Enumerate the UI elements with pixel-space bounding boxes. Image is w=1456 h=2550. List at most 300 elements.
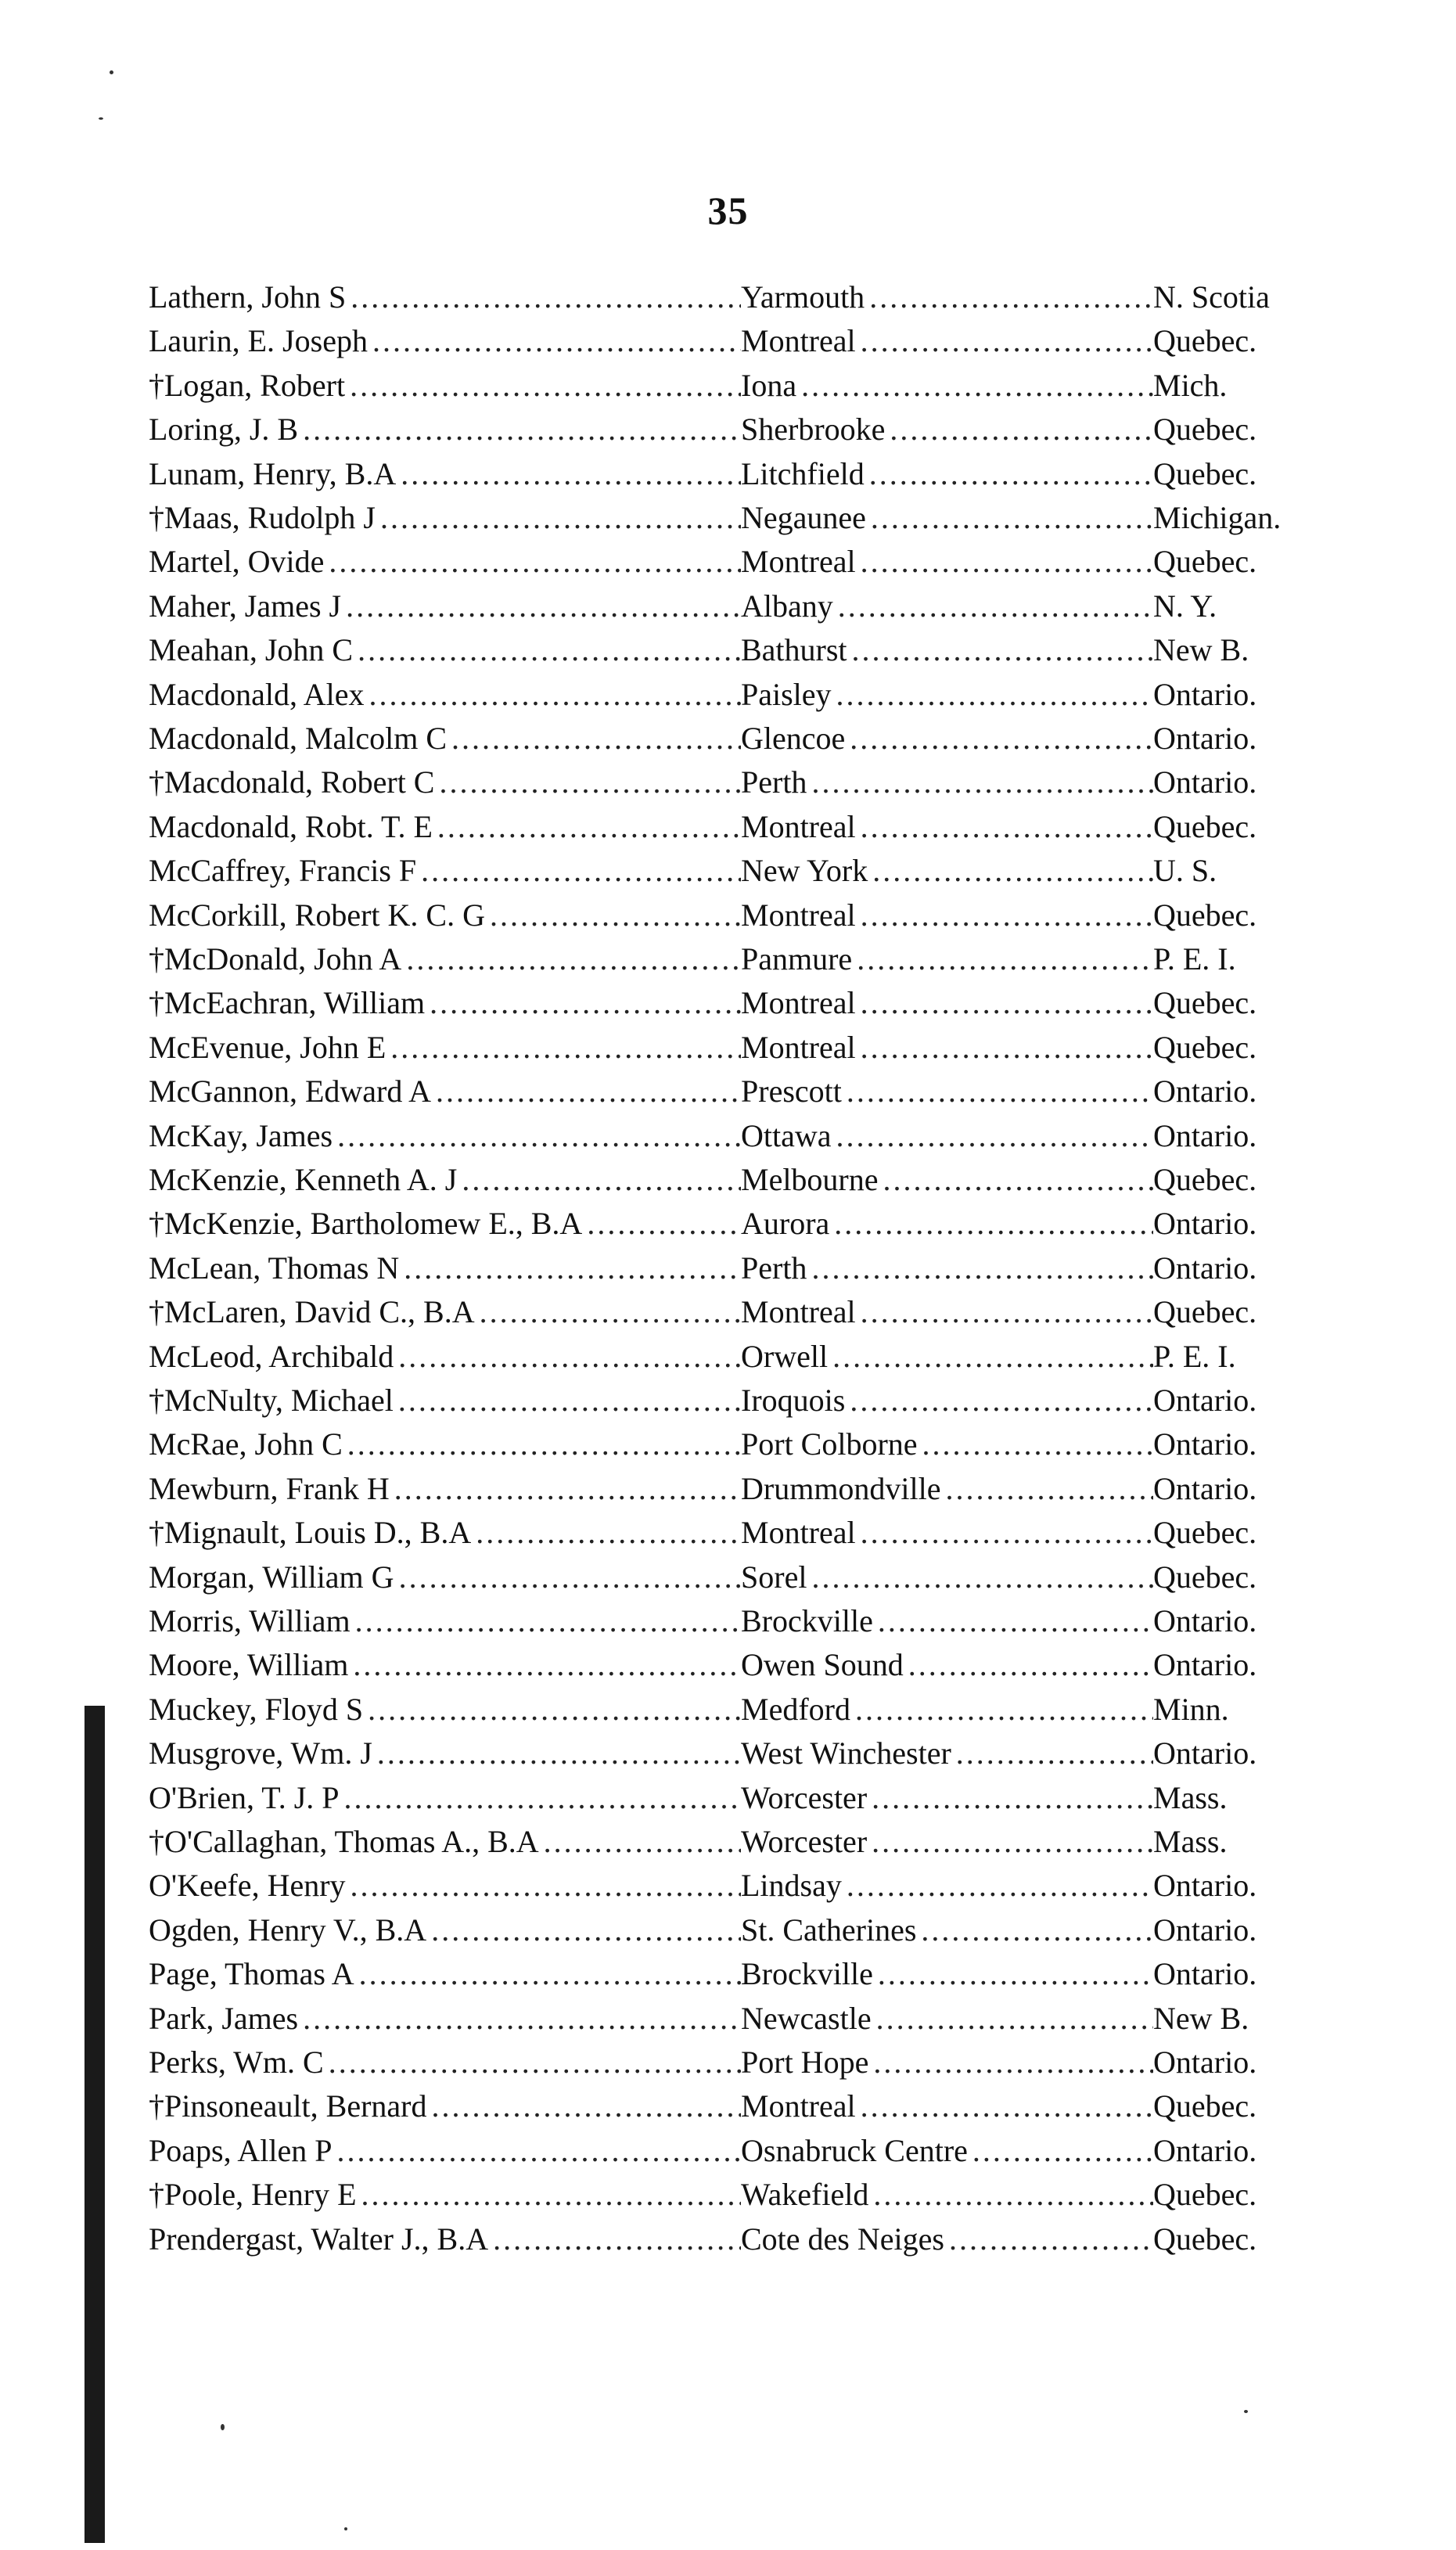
entry-name-text: Park, James	[149, 2000, 299, 2036]
dot-leader	[368, 319, 741, 363]
dot-leader	[396, 452, 741, 496]
entry-province	[1153, 496, 1325, 540]
entry-name-text: Musgrove, Wm. J	[149, 1735, 372, 1771]
entry-name-text: Ogden, Henry V., B.A	[149, 1912, 427, 1948]
entry-name	[149, 584, 741, 628]
entry-name-text: Macdonald, Robt. T. E	[149, 808, 433, 844]
dot-leader	[866, 496, 1153, 540]
entry-town	[741, 1335, 1153, 1379]
entry-town-text: Wakefield	[741, 2177, 869, 2213]
dot-leader	[485, 894, 741, 937]
entry-town-text: Medford	[741, 1691, 850, 1727]
entry-name	[149, 408, 741, 451]
dot-leader	[944, 2217, 1153, 2261]
entry-name	[149, 1158, 741, 1202]
entry-province-text: Quebec.	[1153, 2177, 1257, 2213]
dot-leader	[582, 1202, 741, 1246]
dot-leader	[431, 1070, 741, 1113]
entry-name	[149, 1643, 741, 1687]
entry-province-text: Ontario.	[1153, 1735, 1257, 1771]
entry-name-text: †Mignault, Louis D., B.A	[149, 1515, 472, 1551]
list-item	[0, 1997, 1456, 2041]
list-item	[0, 408, 1456, 451]
entry-town-text: Montreal	[741, 323, 856, 359]
dot-leader	[539, 1820, 741, 1864]
entry-town-text: Aurora	[741, 1206, 830, 1242]
entry-province-text: Ontario.	[1153, 721, 1257, 756]
entry-name	[149, 717, 741, 761]
entry-town	[741, 717, 1153, 761]
entry-province-text: Quebec.	[1153, 1029, 1257, 1065]
page-speck	[1244, 2410, 1248, 2413]
entry-name-text: Morgan, William G	[149, 1559, 394, 1595]
entry-province	[1153, 540, 1325, 584]
entry-province-text: Ontario.	[1153, 1250, 1257, 1286]
dot-leader	[332, 2129, 741, 2173]
entry-name-text: †McKenzie, Bartholomew E., B.A	[149, 1206, 583, 1242]
entry-name	[149, 937, 741, 981]
entry-town	[741, 1511, 1153, 1555]
entry-province	[1153, 717, 1325, 761]
dot-leader	[852, 937, 1153, 981]
entry-province-text: Ontario.	[1153, 1117, 1257, 1153]
list-item	[0, 1688, 1456, 1732]
entry-province-text: Quebec.	[1153, 1162, 1257, 1197]
entry-town-text: Sorel	[741, 1559, 807, 1595]
list-item	[0, 1511, 1456, 1555]
dot-leader	[847, 628, 1153, 672]
entry-province	[1153, 894, 1325, 937]
dot-leader	[796, 364, 1153, 408]
entry-name	[149, 452, 741, 496]
list-item	[0, 1026, 1456, 1070]
entry-province-text: Quebec.	[1153, 544, 1257, 580]
entry-province	[1153, 1246, 1325, 1290]
entry-province	[1153, 673, 1325, 717]
entry-town	[741, 1908, 1153, 1952]
entry-province-text: P. E. I.	[1153, 941, 1236, 976]
entry-province-text: New B.	[1153, 632, 1249, 668]
entry-province-text: Ontario.	[1153, 1074, 1257, 1110]
entry-province	[1153, 1158, 1325, 1202]
entry-name-text: †Logan, Robert	[149, 367, 346, 403]
entry-province	[1153, 1776, 1325, 1820]
entry-name	[149, 1732, 741, 1775]
entry-town	[741, 275, 1153, 319]
entry-name	[149, 1864, 741, 1908]
entry-province	[1153, 408, 1325, 451]
entry-province	[1153, 1599, 1325, 1643]
entry-town-text: Drummondville	[741, 1470, 941, 1506]
entry-town-text: Iroquois	[741, 1383, 846, 1418]
entry-province	[1153, 2173, 1325, 2217]
entry-town-text: Litchfield	[741, 455, 865, 491]
entry-name-text: McGannon, Edward A	[149, 1074, 432, 1110]
entry-name-text: McRae, John C	[149, 1426, 343, 1462]
entry-province-text: Mass.	[1153, 1824, 1228, 1859]
list-item	[0, 1732, 1456, 1775]
dot-leader	[425, 981, 741, 1025]
entry-town-text: Montreal	[741, 808, 856, 844]
dot-leader	[345, 364, 741, 408]
entry-name-text: †Maas, Rudolph J	[149, 500, 376, 535]
entry-province	[1153, 2084, 1325, 2128]
dot-leader	[298, 408, 741, 451]
entry-province-text: Quebec.	[1153, 897, 1257, 933]
list-item	[0, 1776, 1456, 1820]
dot-leader	[867, 1820, 1153, 1864]
dot-leader	[856, 2084, 1153, 2128]
entry-town-text: Brockville	[741, 1956, 873, 1992]
entry-town-text: Montreal	[741, 1294, 856, 1330]
entry-name-text: McLeod, Archibald	[149, 1338, 394, 1374]
list-item	[0, 1556, 1456, 1599]
entry-town	[741, 1997, 1153, 2041]
entry-province	[1153, 2041, 1325, 2084]
list-item	[0, 452, 1456, 496]
entry-town-text: Worcester	[741, 1779, 868, 1815]
dot-leader	[475, 1290, 741, 1334]
entry-town-text: New York	[741, 853, 868, 889]
entry-province	[1153, 275, 1325, 319]
entry-town	[741, 1026, 1153, 1070]
entry-province-text: Michigan.	[1153, 500, 1282, 535]
dot-leader	[856, 981, 1153, 1025]
entry-town-text: Prescott	[741, 1074, 842, 1110]
entry-town	[741, 584, 1153, 628]
dot-leader	[916, 1908, 1153, 1952]
entry-province-text: N. Scotia	[1153, 279, 1270, 315]
entry-town	[741, 1643, 1153, 1687]
entry-town	[741, 981, 1153, 1025]
entry-town-text: Montreal	[741, 2088, 856, 2124]
entry-province	[1153, 1379, 1325, 1422]
entry-town	[741, 1422, 1153, 1466]
entry-name-text: Maher, James J	[149, 588, 342, 624]
entry-name	[149, 540, 741, 584]
entry-province	[1153, 1467, 1325, 1511]
entry-province-text: Quebec.	[1153, 2088, 1257, 2124]
entry-name-text: Page, Thomas A	[149, 1956, 354, 1992]
dot-leader	[807, 761, 1153, 804]
list-item	[0, 496, 1456, 540]
entry-town-text: Montreal	[741, 1029, 856, 1065]
entry-town-text: Panmure	[741, 941, 853, 976]
entry-name	[149, 761, 741, 804]
entry-name-text: McKay, James	[149, 1117, 333, 1153]
entry-province-text: Ontario.	[1153, 1383, 1257, 1418]
dot-leader	[868, 2041, 1153, 2084]
page-number: 35	[707, 189, 749, 232]
dot-leader	[842, 1864, 1153, 1908]
list-item	[0, 275, 1456, 319]
entry-town	[741, 2084, 1153, 2128]
entry-name	[149, 1952, 741, 1996]
entry-name	[149, 628, 741, 672]
list-item	[0, 894, 1456, 937]
list-item	[0, 2173, 1456, 2217]
list-item	[0, 1202, 1456, 1246]
dot-leader	[872, 1997, 1153, 2041]
dot-leader	[447, 717, 741, 761]
entry-town-text: Montreal	[741, 985, 856, 1021]
entry-town-text: Worcester	[741, 1824, 868, 1859]
dot-leader	[873, 1952, 1153, 1996]
dot-leader	[433, 805, 741, 849]
entry-province-text: Quebec.	[1153, 412, 1257, 448]
dot-leader	[951, 1732, 1153, 1775]
entry-province	[1153, 1732, 1325, 1775]
dot-leader	[426, 1908, 741, 1952]
entry-province-text: Ontario.	[1153, 764, 1257, 800]
entry-name	[149, 2217, 741, 2261]
entry-province	[1153, 1114, 1325, 1158]
dot-leader	[427, 2084, 742, 2128]
page-speck	[99, 117, 103, 120]
entry-name-text: Loring, J. B	[149, 412, 299, 448]
entry-town-text: Port Colborne	[741, 1426, 918, 1462]
list-item	[0, 2217, 1456, 2261]
entry-province-text: Ontario.	[1153, 676, 1257, 712]
list-item	[0, 1379, 1456, 1422]
entry-town	[741, 937, 1153, 981]
entry-town	[741, 1556, 1153, 1599]
dot-leader	[457, 1158, 741, 1202]
entry-province-text: Ontario.	[1153, 2132, 1257, 2168]
dot-leader	[865, 452, 1153, 496]
entry-name	[149, 1599, 741, 1643]
page-speck	[344, 2527, 347, 2530]
entry-town	[741, 1070, 1153, 1113]
entry-province-text: Ontario.	[1153, 2045, 1257, 2080]
entry-town	[741, 1379, 1153, 1422]
entry-town	[741, 2041, 1153, 2084]
entry-name-text: Perks, Wm. C	[149, 2045, 324, 2080]
entry-province-text: Ontario.	[1153, 1603, 1257, 1638]
dot-leader	[341, 584, 741, 628]
entry-town-text: Owen Sound	[741, 1647, 904, 1683]
entry-province	[1153, 981, 1325, 1025]
entry-name-text: Macdonald, Malcolm C	[149, 721, 448, 756]
entry-name	[149, 319, 741, 363]
list-item	[0, 1290, 1456, 1334]
entry-province-text: Ontario.	[1153, 1956, 1257, 1992]
entry-province	[1153, 1511, 1325, 1555]
entry-name	[149, 1908, 741, 1952]
list-item	[0, 1820, 1456, 1864]
entry-province-text: Ontario.	[1153, 1912, 1257, 1948]
list-item	[0, 849, 1456, 893]
list-item	[0, 1952, 1456, 1996]
entry-town	[741, 1688, 1153, 1732]
entry-town-text: Glencoe	[741, 721, 846, 756]
dot-leader	[353, 628, 741, 672]
entry-name-text: O'Brien, T. J. P	[149, 1779, 340, 1815]
entry-name-text: Moore, William	[149, 1647, 349, 1683]
dot-leader	[394, 1556, 741, 1599]
list-item	[0, 673, 1456, 717]
entry-province	[1153, 2129, 1325, 2173]
entry-province	[1153, 319, 1325, 363]
list-item	[0, 1070, 1456, 1113]
entry-town	[741, 1952, 1153, 1996]
dot-leader	[435, 761, 742, 804]
entry-name	[149, 1556, 741, 1599]
entry-name	[149, 805, 741, 849]
dot-leader	[401, 937, 741, 981]
list-item	[0, 1335, 1456, 1379]
dot-leader	[867, 1776, 1153, 1820]
entry-province	[1153, 628, 1325, 672]
dot-leader	[845, 717, 1153, 761]
dot-leader	[856, 540, 1153, 584]
dot-leader	[832, 1114, 1153, 1158]
dot-leader	[868, 849, 1153, 893]
entry-name	[149, 981, 741, 1025]
entry-town	[741, 673, 1153, 717]
entry-name-text: Morris, William	[149, 1603, 351, 1638]
dot-leader	[346, 1864, 741, 1908]
dot-leader	[354, 1952, 741, 1996]
entry-province-text: Quebec.	[1153, 455, 1257, 491]
entry-province-text: Quebec.	[1153, 1294, 1257, 1330]
entry-name-text: Prendergast, Walter J., B.A	[149, 2221, 489, 2257]
dot-leader	[363, 1688, 741, 1732]
entry-town	[741, 364, 1153, 408]
dot-leader	[868, 2173, 1153, 2217]
entry-town-text: St. Catherines	[741, 1912, 917, 1948]
dot-leader	[343, 1422, 741, 1466]
entry-town-text: Sherbrooke	[741, 412, 886, 448]
dot-leader	[372, 1732, 741, 1775]
list-item	[0, 1599, 1456, 1643]
dot-leader	[324, 540, 741, 584]
entry-name	[149, 1379, 741, 1422]
entry-name-text: McKenzie, Kenneth A. J	[149, 1162, 458, 1197]
dot-leader	[856, 1511, 1153, 1555]
entry-province	[1153, 1026, 1325, 1070]
dot-leader	[394, 1335, 741, 1379]
entry-town	[741, 1246, 1153, 1290]
entry-province	[1153, 1820, 1325, 1864]
dot-leader	[471, 1511, 741, 1555]
dot-leader	[390, 1467, 741, 1511]
dot-leader	[807, 1246, 1153, 1290]
entry-province	[1153, 1070, 1325, 1113]
dot-leader	[865, 275, 1153, 319]
entry-name-text: Lunam, Henry, B.A	[149, 455, 397, 491]
list-item	[0, 2084, 1456, 2128]
dot-leader	[829, 1202, 1153, 1246]
entry-town-text: Montreal	[741, 897, 856, 933]
entry-town-text: Port Hope	[741, 2045, 869, 2080]
entry-province	[1153, 1422, 1325, 1466]
entry-town	[741, 805, 1153, 849]
entry-name	[149, 275, 741, 319]
entry-province	[1153, 849, 1325, 893]
entry-province-text: Ontario.	[1153, 1426, 1257, 1462]
dot-leader	[873, 1599, 1153, 1643]
dot-leader	[376, 496, 741, 540]
entry-province-text: Quebec.	[1153, 985, 1257, 1021]
dot-leader	[833, 584, 1153, 628]
entry-name-text: Muckey, Floyd S	[149, 1691, 364, 1727]
list-item	[0, 1643, 1456, 1687]
dot-leader	[828, 1335, 1153, 1379]
entry-name	[149, 1511, 741, 1555]
entry-name	[149, 1026, 741, 1070]
entry-town	[741, 2217, 1153, 2261]
entry-province-text: P. E. I.	[1153, 1338, 1236, 1374]
dot-leader	[340, 1776, 741, 1820]
entry-province	[1153, 1556, 1325, 1599]
entry-name-text: McCaffrey, Francis F	[149, 853, 417, 889]
dot-leader	[348, 1643, 741, 1687]
list-item	[0, 364, 1456, 408]
entry-province	[1153, 1688, 1325, 1732]
entry-name	[149, 894, 741, 937]
entry-name	[149, 1820, 741, 1864]
list-item	[0, 937, 1456, 981]
entry-name	[149, 1776, 741, 1820]
entry-town-text: West Winchester	[741, 1735, 951, 1771]
entry-name	[149, 2041, 741, 2084]
dot-leader	[488, 2217, 741, 2261]
entry-town-text: Negaunee	[741, 500, 866, 535]
entry-town-text: Osnabruck Centre	[741, 2132, 968, 2168]
entry-town	[741, 408, 1153, 451]
entry-province	[1153, 1864, 1325, 1908]
entry-province	[1153, 805, 1325, 849]
page-speck	[110, 70, 113, 74]
entry-name	[149, 1202, 741, 1246]
entry-town-text: Montreal	[741, 544, 856, 580]
entry-province-text: Quebec.	[1153, 808, 1257, 844]
entry-name	[149, 1246, 741, 1290]
list-item	[0, 319, 1456, 363]
entry-town	[741, 1599, 1153, 1643]
entry-name	[149, 2173, 741, 2217]
entry-province	[1153, 2217, 1325, 2261]
entry-name	[149, 496, 741, 540]
dot-leader	[333, 1114, 741, 1158]
entry-province	[1153, 1997, 1325, 2041]
entry-province-text: New B.	[1153, 2000, 1249, 2036]
dot-leader	[904, 1643, 1153, 1687]
entry-name	[149, 2129, 741, 2173]
entry-province-text: Quebec.	[1153, 1515, 1257, 1551]
entry-province	[1153, 1202, 1325, 1246]
entry-town	[741, 1467, 1153, 1511]
entry-province-text: Ontario.	[1153, 1206, 1257, 1242]
entry-name-text: Laurin, E. Joseph	[149, 323, 368, 359]
entry-name-text: Poaps, Allen P	[149, 2132, 333, 2168]
entry-town-text: Cote des Neiges	[741, 2221, 944, 2257]
entry-name-text: Martel, Ovide	[149, 544, 325, 580]
entry-province-text: Quebec.	[1153, 2221, 1257, 2257]
dot-leader	[856, 319, 1153, 363]
dot-leader	[842, 1070, 1153, 1113]
entry-name	[149, 1467, 741, 1511]
entry-name-text: †McDonald, John A	[149, 941, 402, 976]
entry-name	[149, 1335, 741, 1379]
entry-town-text: Lindsay	[741, 1868, 842, 1904]
entry-province-text: U. S.	[1153, 853, 1217, 889]
dot-leader	[386, 1026, 741, 1070]
entry-province-text: Quebec.	[1153, 323, 1257, 359]
entry-town	[741, 2173, 1153, 2217]
entry-town	[741, 496, 1153, 540]
